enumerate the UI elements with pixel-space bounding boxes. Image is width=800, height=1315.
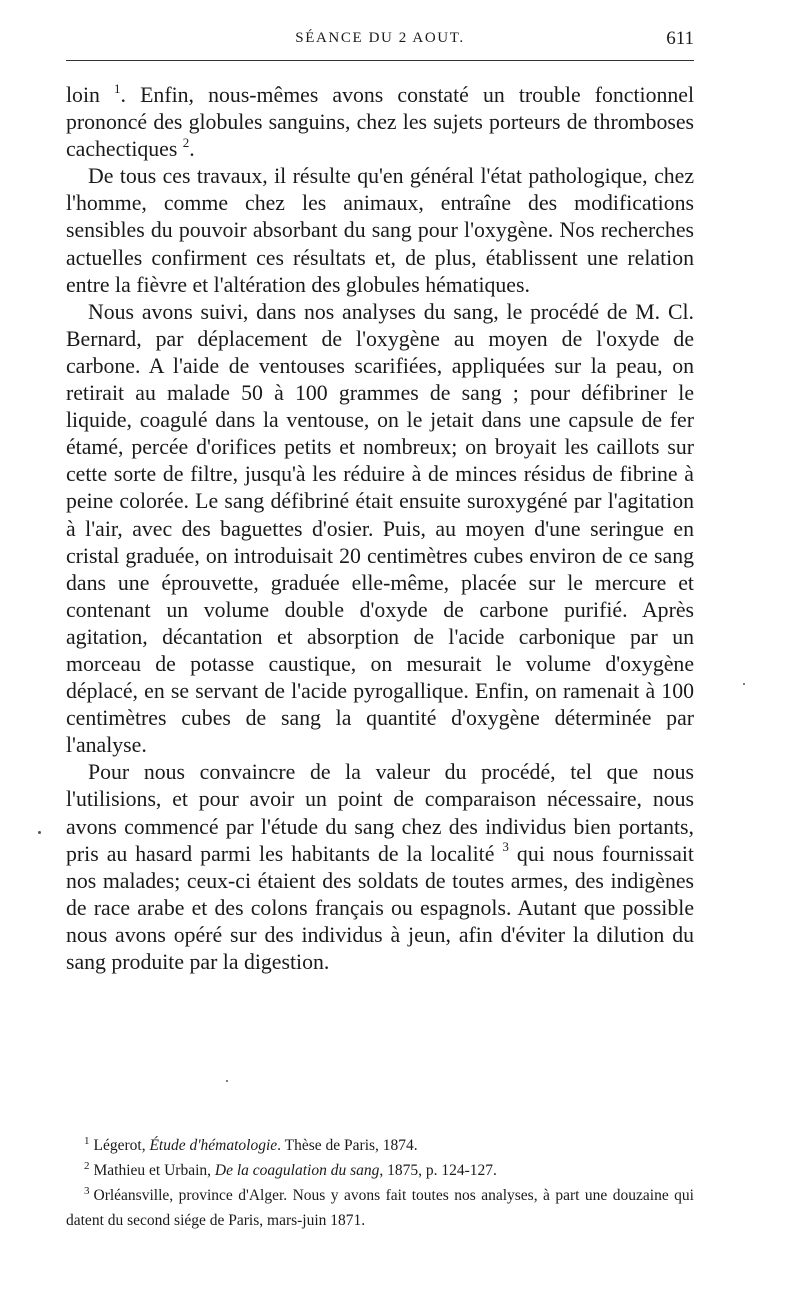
footnote-2: $^2$ Mathieu et Urbain, De la coagulation du sang, 1875, p. 124-127. <box>84 1159 497 1179</box>
print-speck <box>226 1080 228 1082</box>
footnote-ref-1: 1 <box>114 80 121 96</box>
paragraph-1: loin $^1$. Enfin, nous-mêmes avons constaté un trouble fonctionnel prononcé des globules sanguins, chez les sujets porteurs de thromboses cachectiques $^2$. <box>66 80 695 162</box>
print-speck <box>743 683 745 685</box>
paragraph-4: Pour nous convaincre de la valeur du procédé, tel que nous l'utilisions, et pour avoir un point de comparaison nécessaire, nous avons commencé par l'étude du sang chez des individus bien portants, pris au hasard parmi les habitants de la localité $^3$ qui nous fournissait nos malades; ceux-ci étaient des soldats de toutes armes, des indigènes de race arabe et des colons français ou espagnols. Autant que possible nous avons opéré sur des individus à jeun, afin d'éviter la dilution du sang produite par la digestion. <box>66 760 694 974</box>
footnote-3: $^3$ Orléansville, province d'Alger. Nous y avons fait toutes nos analyses, à part une douzaine qui datent du second siége de Paris, mars-juin 1871. <box>66 1184 694 1229</box>
paragraph-3: Nous avons suivi, dans nos analyses du sang, le procédé de M. Cl. Bernard, par déplacement de l'oxygène au moyen de l'oxyde de carbone. A l'aide de ventouses scarifiées, appliquées sur la peau, on retirait au malade 50 à 100 grammes de sang ; pour défibriner le liquide, coagulé dans la ventouse, on le jetait dans une capsule de fer étamé, percée d'orifices petits et nombreux; on broyait les caillots sur cette sorte de filtre, jusqu'à les réduire à de minces résidus de fibrine à peine colorée. Le sang défibriné était ensuite suroxygéné par l'agitation à l'air, avec des baguettes d'osier. Puis, au moyen d'une seringue en cristal graduée, on introduisait 20 centimètres cubes environ de ce sang dans une éprouvette, graduée elle-même, placée sur le mercure et contenant un volume double d'oxyde de carbone purifié. Après agitation, décantation et absorption de l'acide carbonique par un morceau de potasse caustique, on mesurait le volume d'oxygène déplacé, en se servant de l'acide pyrogallique. Enfin, on ramenait à 100 centimètres cubes de sang la quantité d'oxygène déterminée par l'analyse. <box>66 299 694 758</box>
footnote-ref-3: 3 <box>502 839 509 855</box>
footnote-1: $^1$ Légerot, Étude d'hématologie. Thèse de Paris, 1874. <box>84 1134 418 1154</box>
print-speck <box>38 831 41 834</box>
header-rule <box>66 60 694 61</box>
footnote-ref-2: 2 <box>182 134 190 150</box>
footnotes <box>66 1133 694 1233</box>
body-text <box>66 82 694 976</box>
running-head: SÉANCE DU 2 AOUT. <box>295 30 465 46</box>
paragraph-2: De tous ces travaux, il résulte qu'en général l'état pathologique, chez l'homme, comme chez les animaux, entraîne des modifications sensibles du pouvoir absorbant du sang pour l'oxygène. Nos recherches actuelles confirment ces résultats et, de plus, établissent une relation entre la fièvre et l'altération des globules hématiques. <box>66 164 694 297</box>
page-number: 611 <box>666 28 694 49</box>
page-header <box>66 28 694 54</box>
